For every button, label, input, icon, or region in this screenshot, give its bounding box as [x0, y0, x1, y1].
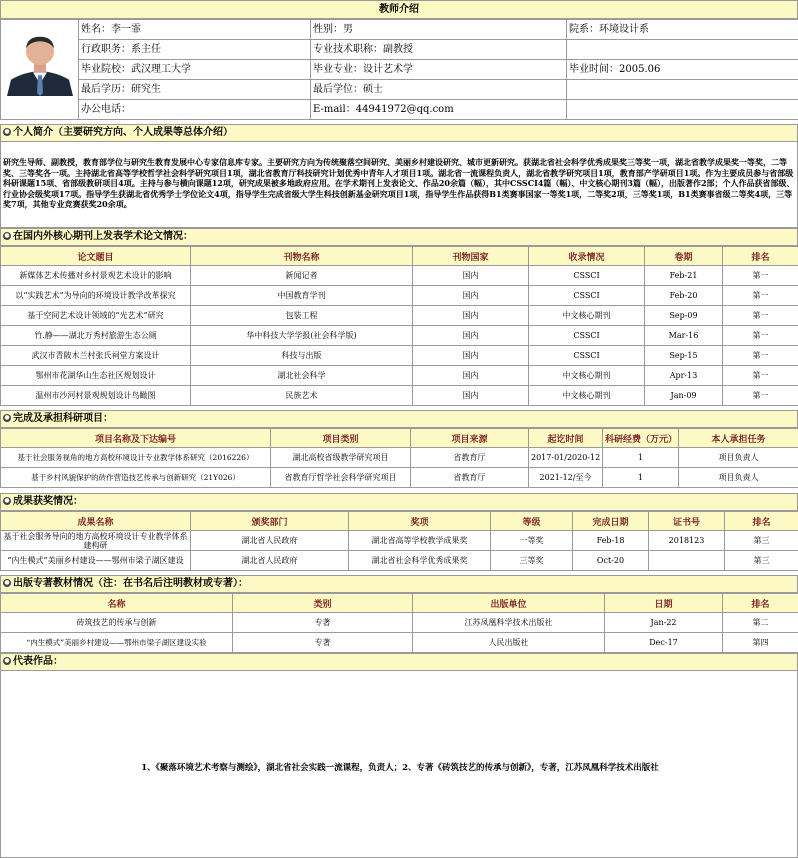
table-cell: 湖北省人民政府	[191, 531, 349, 551]
column-header: 卷期	[645, 247, 723, 266]
table-cell: 中文核心期刊	[529, 366, 645, 386]
table-cell: 湖北高校省级教学研究项目	[271, 448, 411, 468]
column-header: 证书号	[649, 512, 725, 531]
table-cell: 1	[603, 448, 679, 468]
section-papers-title: 在国内外核心期刊上发表学术论文情况：	[13, 231, 193, 242]
column-header: 刊物国家	[413, 247, 529, 266]
table-cell: CSSCI	[529, 326, 645, 346]
table-cell: Oct-20	[573, 551, 649, 571]
table-cell: 科技与出版	[191, 346, 413, 366]
table-cell: 第四	[723, 633, 798, 653]
table-cell: CSSCI	[529, 286, 645, 306]
school-field: 毕业院校：武汉理工大学	[79, 60, 311, 80]
table-cell: 第三	[725, 551, 798, 571]
table-cell: 项目负责人	[679, 468, 798, 488]
table-cell: “内生模式”美丽乡村建设——鄂州市梁子湖区建设实验	[1, 633, 233, 653]
table-cell: 砖筑技艺的传承与创新	[1, 613, 233, 633]
section-papers-header	[0, 228, 798, 246]
portrait-icon	[3, 22, 77, 96]
section-awards-header	[0, 493, 798, 511]
table-cell: CSSCI	[529, 346, 645, 366]
table-cell: 国内	[413, 266, 529, 286]
column-header: 出版单位	[413, 594, 605, 613]
table-cell: 湖北社会科学	[191, 366, 413, 386]
table-cell: 基于乡村风貌保护的砖作营造技艺传承与创新研究（21Y026）	[1, 468, 271, 488]
table-cell: 国内	[413, 346, 529, 366]
table-row	[1, 613, 798, 633]
table-cell: 第一	[723, 326, 798, 346]
table-cell: 国内	[413, 366, 529, 386]
table-row	[1, 286, 798, 306]
table-cell: 专著	[233, 613, 413, 633]
table-header-row	[1, 594, 798, 613]
table-cell: 第三	[725, 531, 798, 551]
table-cell: 国内	[413, 386, 529, 406]
table-cell: 武汉市青陂木兰村张氏祠堂方案设计	[1, 346, 191, 366]
table-cell: 华中科技大学学报(社会科学版)	[191, 326, 413, 346]
table-cell: 中文核心期刊	[529, 306, 645, 326]
intro-text: 研究生导师、副教授，教育部学位与研究生教育发展中心专家信息库专家。主要研究方向为传统聚落空间研究、美丽乡村建设研究、城市更新研究。获湖北省社会科学优秀成果奖三等奖一项，湖北省教学成果奖一等奖，二等奖、三等奖各一项。主持湖北省高等学校哲学社会科学研究项目1项，湖北省教育厅科技研究计划优秀中青年人才项目1项。湖北省一流课程负责人，湖北省教学研究项目1项，教育部产学研项目1项。作为主要成员参与省部级科研课题15项、省部级教研项目4项。主持与参与横向课题12项，研究成果被多地政府应用。在学术期刊上发表论文、作品20余篇（幅），其中CSSCI4篇（幅）、中文核心期刊3篇（幅），出版著作2部；个人作品获省部级、行业协会级奖项17项。指导学生获湖北省优秀学士学位论文4项，指导学生完成省级大学生科技创新基金研究项目1项，指导学生作品获得B1类赛事国家一等奖1项，二等奖2项，三等奖1项，B1类赛事省级二等奖4项，三等奖7项，其他专业竞赛获奖20余项。	[0, 142, 798, 228]
column-header: 起讫时间	[529, 429, 603, 448]
table-row	[1, 633, 798, 653]
section-projects-title: 完成及承担科研项目：	[13, 413, 113, 424]
degree-field: 最后学位：硕士	[311, 80, 567, 100]
table-cell: 新闻记者	[191, 266, 413, 286]
table-cell: Apr-13	[645, 366, 723, 386]
table-cell: Mar-16	[645, 326, 723, 346]
table-row	[1, 306, 798, 326]
table-cell: 省教育厅	[411, 448, 529, 468]
table-cell: 项目负责人	[679, 448, 798, 468]
table-cell: 1	[603, 468, 679, 488]
table-cell: 江苏凤凰科学技术出版社	[413, 613, 605, 633]
table-row	[1, 346, 798, 366]
table-cell: Jan-09	[645, 386, 723, 406]
table-header-row	[1, 512, 798, 531]
section-intro-title: 个人简介（主要研究方向、个人成果等总体介绍）	[13, 127, 233, 138]
column-header: 等级	[491, 512, 573, 531]
table-cell: 国内	[413, 326, 529, 346]
column-header: 刊物名称	[191, 247, 413, 266]
column-header: 类别	[233, 594, 413, 613]
table-cell: 第二	[723, 613, 798, 633]
grad-time-field: 毕业时间：2005.06	[567, 60, 798, 80]
works-text: 1、《聚落环境艺术考察与测绘》，湖北省社会实践一流课程，负责人；2、专著《砖筑技艺的传承与创新》，专著，江苏凤凰科学技术出版社	[141, 763, 659, 773]
table-cell: 第一	[723, 306, 798, 326]
table-cell: 中国教育学刊	[191, 286, 413, 306]
table-cell: Feb-21	[645, 266, 723, 286]
column-header: 成果名称	[1, 512, 191, 531]
table-cell: 第一	[723, 266, 798, 286]
column-header: 排名	[725, 512, 798, 531]
table-cell: 竹.静——湖北万秀村旅游生态公厕	[1, 326, 191, 346]
table-cell: 省教育厅	[411, 468, 529, 488]
section-intro-header	[0, 124, 798, 142]
column-header: 排名	[723, 247, 798, 266]
table-cell: 鄂州市花湖华山生态社区规划设计	[1, 366, 191, 386]
major-field: 毕业专业：设计艺术学	[311, 60, 567, 80]
table-cell: 湖北省人民政府	[191, 551, 349, 571]
table-cell: 三等奖	[491, 551, 573, 571]
column-header: 本人承担任务	[679, 429, 798, 448]
empty-cell	[567, 80, 798, 100]
table-cell: Jan-22	[605, 613, 723, 633]
column-header: 科研经费（万元）	[603, 429, 679, 448]
empty-cell	[567, 100, 798, 120]
bullet-icon: ●	[4, 231, 10, 239]
bullet-icon: ●	[4, 656, 10, 664]
bullet-icon: ●	[4, 127, 10, 135]
table-cell: CSSCI	[529, 266, 645, 286]
title-field: 专业技术职称：副教授	[311, 40, 567, 60]
table-header-row	[1, 247, 798, 266]
basic-info-table	[0, 19, 798, 120]
table-cell: 基于社会服务视角的地方高校环境设计专业教学体系研究（2016226）	[1, 448, 271, 468]
table-cell: 一等奖	[491, 531, 573, 551]
table-cell: 专著	[233, 633, 413, 653]
table-cell: Feb-20	[645, 286, 723, 306]
table-row	[1, 448, 798, 468]
table-row	[1, 266, 798, 286]
table-row	[1, 531, 798, 551]
portrait-photo	[1, 20, 79, 120]
column-header: 收录情况	[529, 247, 645, 266]
bullet-icon: ●	[4, 496, 10, 504]
table-cell: 湖北省社会科学优秀成果奖	[349, 551, 491, 571]
table-cell: 基于社会服务导向的地方高校环境设计专业教学体系建构研	[1, 531, 191, 551]
table-row	[1, 326, 798, 346]
works-area	[0, 671, 798, 858]
department-field: 院系：环境设计系	[567, 20, 798, 40]
table-cell: Sep-09	[645, 306, 723, 326]
email-field: E-mail：44941972@qq.com	[311, 100, 567, 120]
gender-field: 性别：男	[311, 20, 567, 40]
column-header: 排名	[723, 594, 798, 613]
projects-table	[0, 428, 798, 488]
table-cell: Feb-18	[573, 531, 649, 551]
column-header: 奖项	[349, 512, 491, 531]
section-books-header	[0, 575, 798, 593]
name-field: 姓名：李一霏	[79, 20, 311, 40]
phone-field: 办公电话：	[79, 100, 311, 120]
section-works-title: 代表作品：	[13, 656, 63, 667]
table-cell: 国内	[413, 306, 529, 326]
table-cell: 第一	[723, 286, 798, 306]
column-header: 名称	[1, 594, 233, 613]
table-cell: 民族艺术	[191, 386, 413, 406]
table-row	[1, 386, 798, 406]
table-cell: 以“实践艺术”为导向的环境设计教学改革探究	[1, 286, 191, 306]
column-header: 项目名称及下达编号	[1, 429, 271, 448]
table-cell: 第一	[723, 366, 798, 386]
bullet-icon: ●	[4, 578, 10, 586]
section-awards-title: 成果获奖情况：	[13, 496, 83, 507]
papers-table	[0, 246, 798, 406]
table-cell: Dec-17	[605, 633, 723, 653]
table-cell: 人民出版社	[413, 633, 605, 653]
table-cell: 湖北省高等学校教学成果奖	[349, 531, 491, 551]
table-cell: “内生模式”美丽乡村建设——鄂州市梁子湖区建设	[1, 551, 191, 571]
table-row	[1, 551, 798, 571]
empty-cell	[567, 40, 798, 60]
table-cell: 基于空间艺术设计领域的“光艺术”研究	[1, 306, 191, 326]
table-cell: 省教育厅哲学社会科学研究项目	[271, 468, 411, 488]
column-header: 颁奖部门	[191, 512, 349, 531]
section-books-title: 出版专著教材情况（注：在书名后注明教材或专著）：	[13, 578, 248, 589]
section-works-header	[0, 653, 798, 671]
column-header: 项目类别	[271, 429, 411, 448]
table-row	[1, 468, 798, 488]
table-cell: Sep-15	[645, 346, 723, 366]
education-field: 最后学历：研究生	[79, 80, 311, 100]
table-cell: 包装工程	[191, 306, 413, 326]
table-cell: 中文核心期刊	[529, 386, 645, 406]
admin-post-field: 行政职务：系主任	[79, 40, 311, 60]
table-cell: 第一	[723, 346, 798, 366]
table-cell: 2021-12/至今	[529, 468, 603, 488]
table-cell: 2017-01/2020-12	[529, 448, 603, 468]
column-header: 完成日期	[573, 512, 649, 531]
table-cell: 第一	[723, 386, 798, 406]
section-projects-header	[0, 410, 798, 428]
books-table	[0, 593, 798, 653]
table-cell: 2018123	[649, 531, 725, 551]
awards-table	[0, 511, 798, 571]
page-title: 教师介绍	[0, 0, 798, 19]
column-header: 项目来源	[411, 429, 529, 448]
table-header-row	[1, 429, 798, 448]
table-cell: 新媒体艺术传播对乡村景观艺术设计的影响	[1, 266, 191, 286]
table-cell: 国内	[413, 286, 529, 306]
table-cell	[649, 551, 725, 571]
column-header: 日期	[605, 594, 723, 613]
table-cell: 温州市沙河村景观规划设计鸟瞰图	[1, 386, 191, 406]
column-header: 论文题目	[1, 247, 191, 266]
bullet-icon: ●	[4, 413, 10, 421]
table-row	[1, 366, 798, 386]
